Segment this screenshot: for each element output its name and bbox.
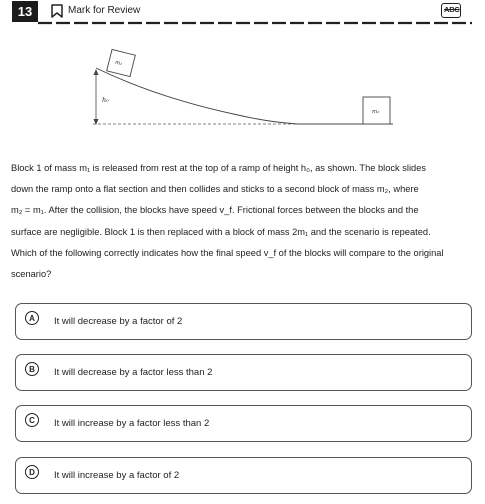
choice-a-letter: A [25, 311, 39, 325]
question-line-5: Which of the following correctly indicates how the final speed v_f of the blocks will compare to the original [11, 247, 444, 258]
bookmark-icon[interactable] [51, 4, 63, 18]
choice-c[interactable] [15, 405, 472, 442]
choice-d-letter: D [25, 465, 39, 479]
question-line-4: surface are negligible. Block 1 is then replaced with a block of mass 2m₁ and the scenario is repeated. [11, 226, 431, 237]
question-line-6: scenario? [11, 269, 52, 280]
question-line-1: Block 1 of mass m₁ is released from rest at the top of a ramp of height h₀, as shown. The block slides [11, 163, 427, 173]
abc-label: ABC [444, 5, 460, 14]
choice-d[interactable] [15, 457, 472, 494]
question-line-2: down the ramp onto a flat section and then collides and sticks to a second block of mass m₂, where [11, 184, 419, 195]
ramp-curve [96, 68, 393, 124]
question-header [12, 0, 472, 22]
question-text [11, 158, 473, 285]
answer-eliminator-button[interactable] [441, 3, 461, 18]
choice-b-letter: B [25, 362, 39, 376]
ramp-figure [88, 40, 398, 132]
question-number: 13 [12, 1, 38, 22]
height-label: h₀ [102, 96, 109, 104]
choice-d-text: It will increase by a factor of 2 [54, 470, 180, 481]
question-line-3: m₂ = m₁. After the collision, the blocks have speed v_f. Frictional forces between the blocks and the [11, 205, 419, 216]
choice-a-text: It will decrease by a factor of 2 [54, 316, 183, 327]
header-divider [38, 21, 472, 25]
mark-for-review-label[interactable]: Mark for Review [68, 5, 141, 16]
choice-c-text: It will increase by a factor less than 2 [54, 418, 210, 429]
block-1-label: m₁ [114, 59, 123, 68]
block-2-label: m₂ [372, 109, 380, 115]
choice-b[interactable] [15, 354, 472, 391]
choice-a[interactable] [15, 303, 472, 340]
choice-b-text: It will decrease by a factor less than 2 [54, 367, 213, 378]
choice-c-letter: C [25, 413, 39, 427]
